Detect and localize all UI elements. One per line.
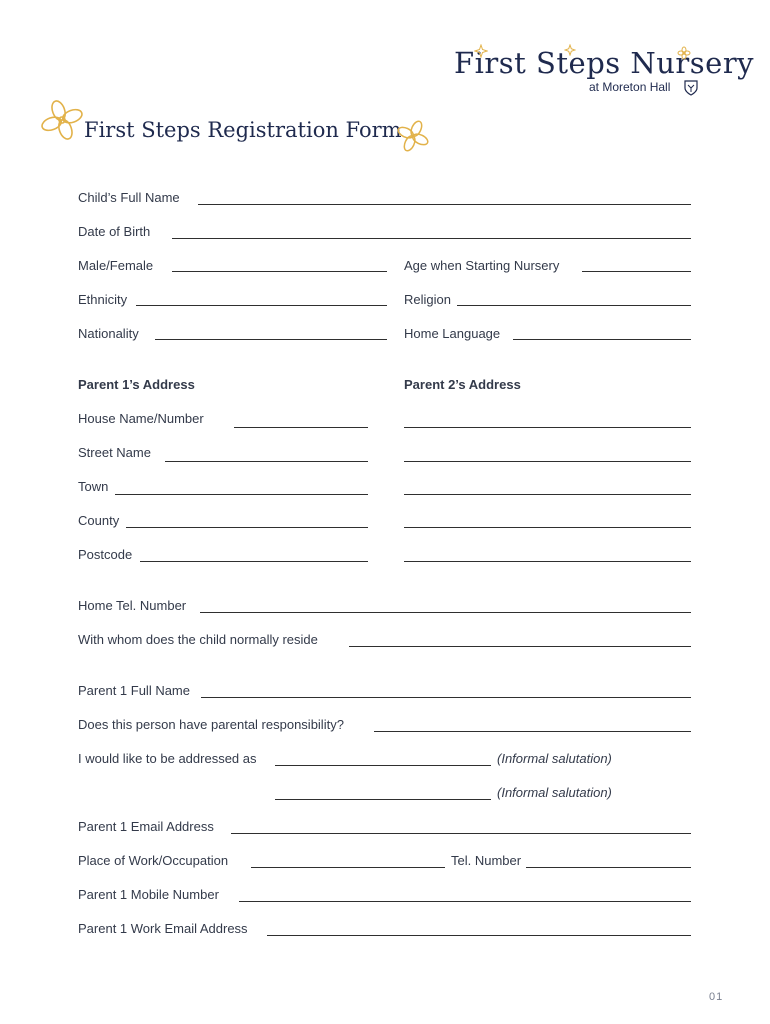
page-number: 01: [709, 991, 724, 1003]
sex-label: Male/Female: [78, 258, 154, 273]
child-name-label: Child’s Full Name: [78, 190, 180, 205]
logo-subtitle: at Moreton Hall: [589, 80, 671, 94]
parent2-house-field[interactable]: [404, 427, 691, 428]
parent2-address-heading: Parent 2’s Address: [404, 377, 521, 392]
logo-title: First Steps Nursery: [454, 46, 755, 80]
tel-number-label: Tel. Number: [451, 853, 522, 868]
parent1-name-label: Parent 1 Full Name: [78, 683, 190, 698]
postcode-label: Postcode: [78, 547, 133, 562]
parent1-town-field[interactable]: [115, 494, 368, 495]
parent1-email-field[interactable]: [231, 833, 691, 834]
reside-label: With whom does the child normally reside: [78, 632, 318, 647]
star-icon: [474, 44, 488, 58]
star-icon: [564, 44, 576, 56]
parental-resp-label: Does this person have parental responsibility?: [78, 717, 344, 732]
parent2-county-field[interactable]: [404, 527, 691, 528]
house-label: House Name/Number: [78, 411, 204, 426]
parent2-postcode-field[interactable]: [404, 561, 691, 562]
parent1-house-field[interactable]: [234, 427, 368, 428]
parent1-address-heading: Parent 1’s Address: [78, 377, 195, 392]
addressed-as-label: I would like to be addressed as: [78, 751, 257, 766]
home-tel-field[interactable]: [200, 612, 691, 613]
nationality-label: Nationality: [78, 326, 139, 341]
dob-label: Date of Birth: [78, 224, 151, 239]
parent1-county-field[interactable]: [126, 527, 368, 528]
town-label: Town: [78, 479, 109, 494]
flower-icon: [40, 100, 84, 140]
religion-label: Religion: [404, 292, 451, 307]
salutation-field-1[interactable]: [275, 765, 491, 766]
religion-field[interactable]: [457, 305, 691, 306]
reside-field[interactable]: [349, 646, 691, 647]
workplace-field[interactable]: [251, 867, 445, 868]
nationality-field[interactable]: [155, 339, 387, 340]
form-title: First Steps Registration Form: [84, 118, 402, 142]
child-name-field[interactable]: [198, 204, 691, 205]
parent1-mobile-label: Parent 1 Mobile Number: [78, 887, 219, 902]
parent1-mobile-field[interactable]: [239, 901, 691, 902]
county-label: County: [78, 513, 120, 528]
flower-icon: [396, 120, 430, 152]
tel-number-field[interactable]: [526, 867, 691, 868]
informal-salutation-note: (Informal salutation): [497, 751, 612, 766]
age-start-field[interactable]: [582, 271, 691, 272]
salutation-field-2[interactable]: [275, 799, 491, 800]
age-start-label: Age when Starting Nursery: [404, 258, 560, 273]
ethnicity-label: Ethnicity: [78, 292, 128, 307]
dob-field[interactable]: [172, 238, 691, 239]
informal-salutation-note: (Informal salutation): [497, 785, 612, 800]
parent1-work-email-label: Parent 1 Work Email Address: [78, 921, 248, 936]
sex-field[interactable]: [172, 271, 387, 272]
parent2-town-field[interactable]: [404, 494, 691, 495]
workplace-label: Place of Work/Occupation: [78, 853, 229, 868]
home-language-field[interactable]: [513, 339, 691, 340]
crest-icon: [683, 79, 699, 96]
parent1-street-field[interactable]: [165, 461, 368, 462]
flower-icon: [677, 46, 691, 60]
parent2-street-field[interactable]: [404, 461, 691, 462]
parental-resp-field[interactable]: [374, 731, 691, 732]
parent1-postcode-field[interactable]: [140, 561, 368, 562]
parent1-email-label: Parent 1 Email Address: [78, 819, 214, 834]
street-label: Street Name: [78, 445, 151, 460]
parent1-work-email-field[interactable]: [267, 935, 691, 936]
parent1-name-field[interactable]: [201, 697, 691, 698]
home-tel-label: Home Tel. Number: [78, 598, 187, 613]
home-language-label: Home Language: [404, 326, 501, 341]
ethnicity-field[interactable]: [136, 305, 387, 306]
